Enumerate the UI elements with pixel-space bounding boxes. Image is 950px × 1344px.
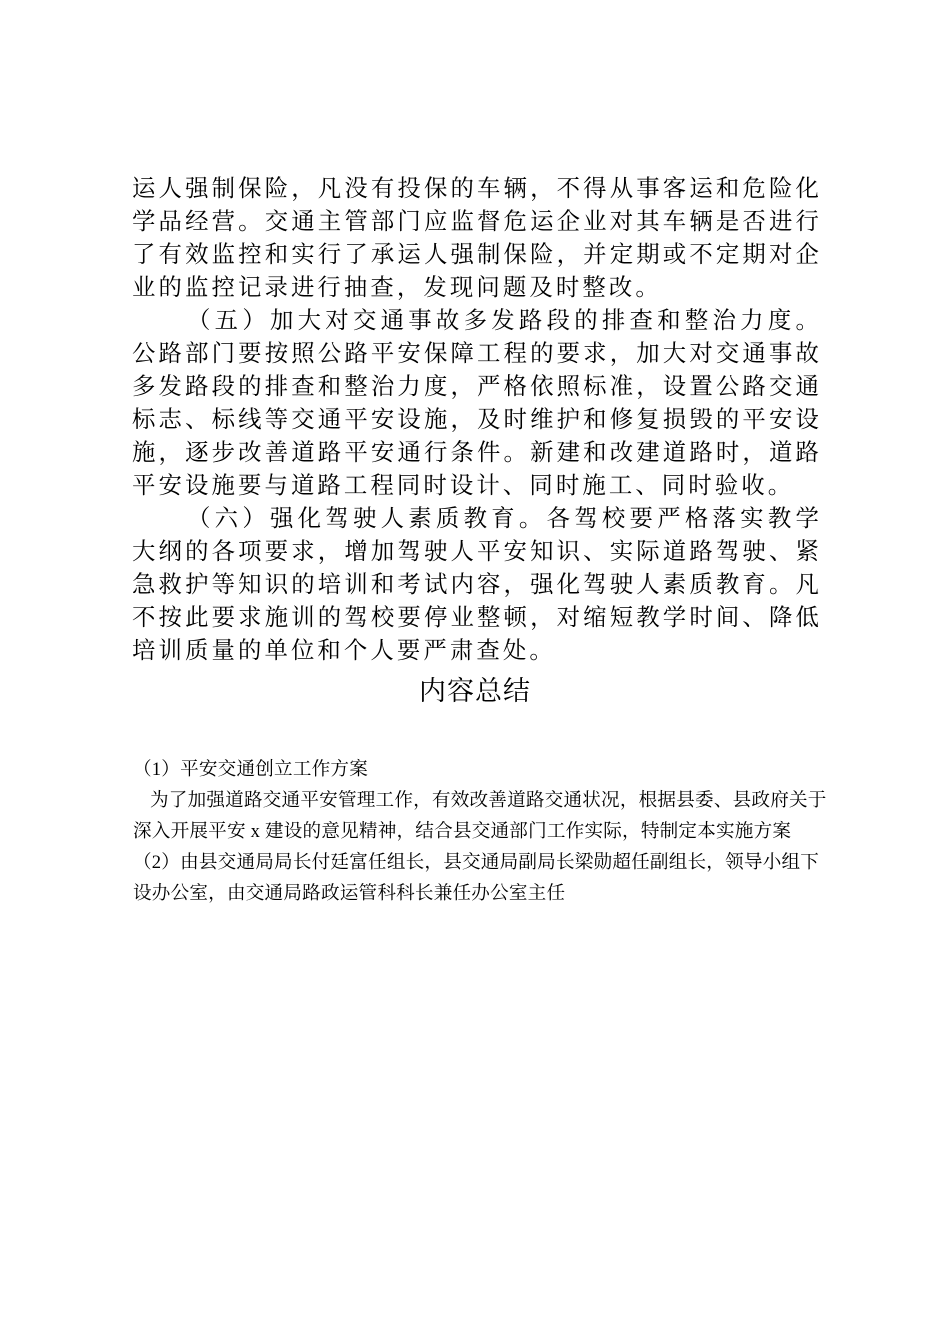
- summary-title: 内容总结: [419, 676, 531, 707]
- paragraph-accident-road-sections: （五）加大对交通事故多发路段的排查和整治力度。公路部门要按照公路平安保障工程的要求，加大对交通事故多发路段的排查和整治力度，严格依照标准，设置公路交通标志、标线等交通平安设施，及时维护和修复损毁的平安设施，逐步改善道路平安通行条件。新建和改建道路时，道路平安设施要与道路工程同时设计、同时施工、同时验收。: [132, 306, 822, 499]
- summary-item-1-title: （1）平安交通创立工作方案: [133, 759, 369, 780]
- summary-section: [133, 754, 833, 909]
- paragraph-insurance-supervision: 运人强制保险，凡没有投保的车辆，不得从事客运和危险化学品经营。交通主管部门应监督危运企业对其车辆是否进行了有效监控和实行了承运人强制保险，并定期或不定期对企业的监控记录进行抽查，发现问题及时整改。: [132, 174, 822, 301]
- body-text: [132, 172, 822, 667]
- summary-item-1-text: 为了加强道路交通平安管理工作，有效改善道路交通状况，根据县委、县政府关于深入开展平安 x 建设的意见精神，结合县交通部门工作实际，特制定本实施方案: [133, 790, 827, 842]
- summary-item-2-text: （2）由县交通局局长付廷富任组长，县交通局副局长梁勋超任副组长，领导小组下设办公室，由交通局路政运管科科长兼任办公室主任: [133, 852, 820, 904]
- paragraph-driver-education: （六）强化驾驶人素质教育。各驾校要严格落实教学大纲的各项要求，增加驾驶人平安知识、实际道路驾驶、紧急救护等知识的培训和考试内容，强化驾驶人素质教育。凡不按此要求施训的驾校要停业整顿，对缩短教学时间、降低培训质量的单位和个人要严肃查处。: [132, 504, 822, 664]
